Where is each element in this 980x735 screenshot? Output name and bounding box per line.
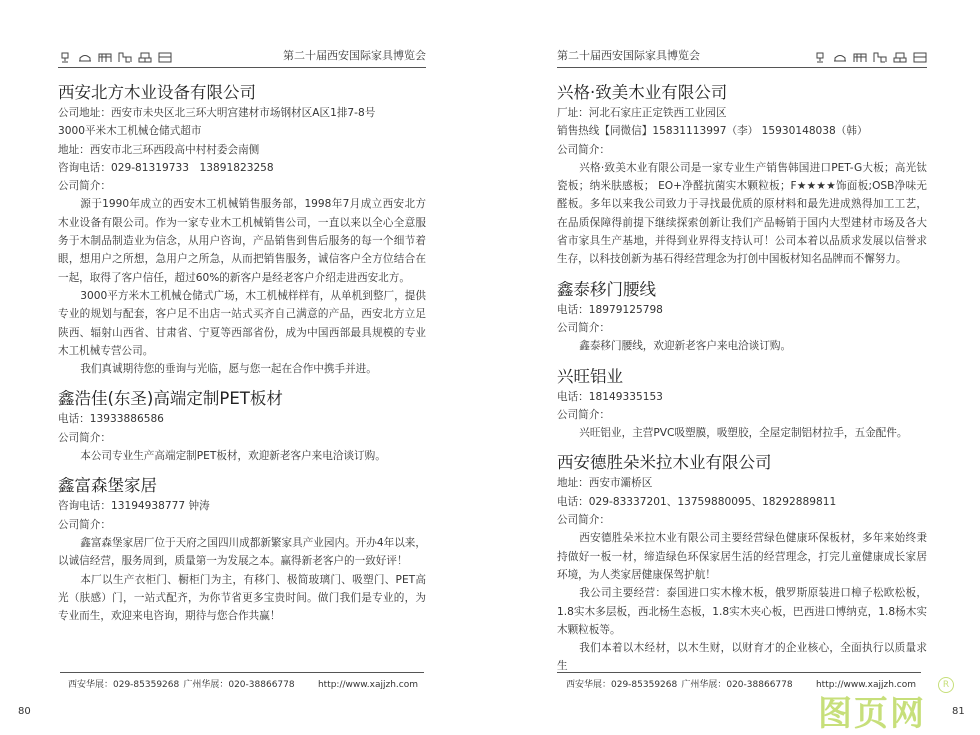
- company-info-line: 地址：西安市北三环西段高中村村委会南侧: [58, 143, 260, 156]
- footer-xian: 西安华展：029-85359268: [566, 680, 678, 690]
- company-info-line: 电话：18979125798: [557, 303, 663, 316]
- company-info-line: 公司简介：: [557, 143, 610, 156]
- company-info-line: 销售热线【同微信】15831113997（李） 15930148038（韩）: [557, 125, 868, 138]
- desk-icon: [118, 51, 132, 63]
- footer-divider: [557, 672, 921, 673]
- page-header: [58, 44, 426, 68]
- footer-guangzhou: 广州华展：020-38866778: [681, 680, 793, 690]
- chair-icon: [813, 51, 827, 63]
- company-info-line: 咨询电话：13194938777 钟涛: [58, 500, 210, 513]
- company-description: 我们真诚期待您的垂询与光临，愿与您一起在合作中携手并进。: [80, 363, 377, 376]
- footer-contacts: [68, 679, 418, 691]
- footer-guangzhou: 广州华展：020-38866778: [183, 680, 295, 690]
- company-info-line: 公司简介：: [557, 514, 610, 527]
- company-entry: [557, 279, 927, 356]
- company-description: 本公司专业生产高端定制PET板材，欢迎新老客户来电洽谈订购。: [80, 450, 386, 463]
- company-entry: [557, 82, 927, 269]
- footer-xian: 西安华展：029-85359268: [68, 680, 180, 690]
- company-description: 兴旺铝业，主营PVC吸塑膜，吸塑胶，全屋定制铝材拉手，五金配件。: [579, 427, 908, 440]
- footer-website[interactable]: http://www.xajjzh.com: [815, 680, 916, 690]
- company-info-line: 地址：西安市灞桥区: [557, 477, 653, 490]
- company-description: 鑫泰移门腰线，欢迎新老客户来电洽谈订购。: [579, 340, 792, 353]
- bed-icon: [98, 51, 112, 63]
- cabinet-icon: [138, 51, 152, 63]
- company-description: 西安德胜朵米拉木业有限公司主要经营绿色健康环保板材，多年来始终秉持做好一板一材，缔造绿色环保家居生活的经营理念，打完儿童健康成长家居环境，为人类家居健康保驾护航！: [557, 532, 927, 581]
- chair-icon: [58, 51, 72, 63]
- company-info-line: 咨询电话：029-81319733 13891823258: [58, 161, 274, 174]
- company-description: 我们本着以木经材，以木生财，以财育才的企业核心，全面执行以质量求生: [557, 642, 927, 673]
- company-entry: [58, 82, 426, 378]
- furniture-icons: [813, 51, 927, 63]
- wardrobe-icon: [913, 51, 927, 63]
- sofa-icon: [833, 51, 847, 63]
- company-name: 鑫富森堡家居: [58, 476, 157, 496]
- company-name: 兴旺铝业: [557, 366, 623, 386]
- company-description: 本厂以生产衣柜门、橱柜门为主，有移门、极简玻璃门、吸塑门、PET高光（肤感）门，一站式配齐，为你节省更多宝贵时间。做门我们是专业的，为专业而生，欢迎来电咨询，期待与您合作共赢！: [58, 573, 426, 623]
- company-info-line: 公司简介：: [58, 180, 111, 193]
- company-description: 鑫富森堡家居厂位于天府之国四川成都新繁家具产业园内。开办4年以来，以诚信经营，服务周到，质量第一为发展之本。赢得新老客户的一致好评！: [58, 536, 426, 568]
- footer-divider: [60, 672, 424, 673]
- company-description: 我公司主要经营：泰国进口实木橡木板，俄罗斯原装进口樟子松欧松板，1.8实木多层板，西北杨生态板，1.8实木夹心板，巴西进口博纳克，1.8杨木实木颗粒板等。: [557, 587, 927, 636]
- company-name: 兴格·致美木业有限公司: [557, 83, 728, 102]
- company-name: 鑫浩佳(东圣)高端定制PET板材: [58, 389, 283, 409]
- company-description: 源于1990年成立的西安木工机械销售服务部，1998年7月成立西安北方木业设备有限公司。作为一家专业木工机械销售公司，一直以来以全心全意服务于木制品制造业为信念，从用户咨询，产品销售到售后服务的每一个细节着眼，想用户之所想，急用户之所急，从而把销售服务，诚信客户全方位结合在一起，取得了客户信任，超过60%的新客户是经老客户介绍走进西安北方。: [58, 198, 426, 284]
- company-entry: [557, 452, 927, 675]
- header-title: 第二十届西安国际家具博览会: [557, 49, 700, 62]
- company-description: 3000平方米木工机械仓储式广场，木工机械样样有，从单机到整厂，提供专业的规划与配套，客户足不出店一站式买齐自己满意的产品，西安北方立足陕西、辐射山西省、甘肃省、宁夏等西部省份，成为中国西部最具规模的专业木工机械专营公司。: [58, 289, 426, 357]
- footer-contacts: [566, 679, 916, 691]
- bed-icon: [853, 51, 867, 63]
- company-entry: [58, 475, 426, 625]
- sofa-icon: [78, 51, 92, 63]
- footer-website[interactable]: http://www.xajjzh.com: [317, 680, 418, 690]
- page-number: 81: [952, 706, 965, 717]
- company-info-line: 公司简介：: [58, 431, 111, 444]
- company-entry: [58, 388, 426, 465]
- company-list: [557, 82, 927, 686]
- company-description: 兴格·致美木业有限公司是一家专业生产销售韩国进口PET-G大板；高光钛瓷板；纳米肤感板； EO+净醛抗菌实木颗粒板；F★★★★饰面板;OSB净味无醛板。多年以来我公司致力于寻找最优质的原材料和最先进成熟得加工工艺，在品质保障得前提下继续探索创新让我们产品畅销于国内大型建材市场及各大省市家具生产基地，并得到业界得支持认可！公司本着以品质求发展以信誉求生存，以科技创新为基石得经营理念为打创中国板材知名品牌而不懈努力。: [557, 161, 927, 266]
- company-info-line: 公司简介：: [58, 518, 111, 531]
- company-info-line: 电话：18149335153: [557, 390, 663, 403]
- company-name: 西安北方木业设备有限公司: [58, 83, 256, 102]
- desk-icon: [873, 51, 887, 63]
- page-header: [557, 44, 927, 68]
- company-info-line: 3000平米木工机械仓储式超市: [58, 125, 202, 138]
- page-81: [490, 0, 980, 735]
- cabinet-icon: [893, 51, 907, 63]
- company-name: 西安德胜朵米拉木业有限公司: [557, 453, 772, 473]
- company-entry: [557, 366, 927, 443]
- company-info-line: 公司地址：西安市未央区北三环大明宫建材市场钢材区A区1排7-8号: [58, 107, 376, 119]
- furniture-icons: [58, 51, 172, 63]
- page-number: 80: [18, 706, 31, 717]
- company-info-line: 公司简介：: [557, 408, 610, 421]
- company-list: [58, 82, 426, 635]
- company-name: 鑫泰移门腰线: [557, 279, 656, 299]
- company-info-line: 电话：029-83337201、13759880095、18292889811: [557, 495, 837, 508]
- company-info-line: 公司简介：: [557, 321, 610, 334]
- company-info-line: 厂址：河北石家庄正定铁西工业园区: [557, 107, 727, 119]
- watermark-logo: 图页网: [818, 694, 926, 734]
- wardrobe-icon: [158, 51, 172, 63]
- registered-mark: R: [938, 677, 954, 693]
- company-info-line: 电话：13933886586: [58, 413, 164, 426]
- header-title: 第二十届西安国际家具博览会: [283, 49, 426, 62]
